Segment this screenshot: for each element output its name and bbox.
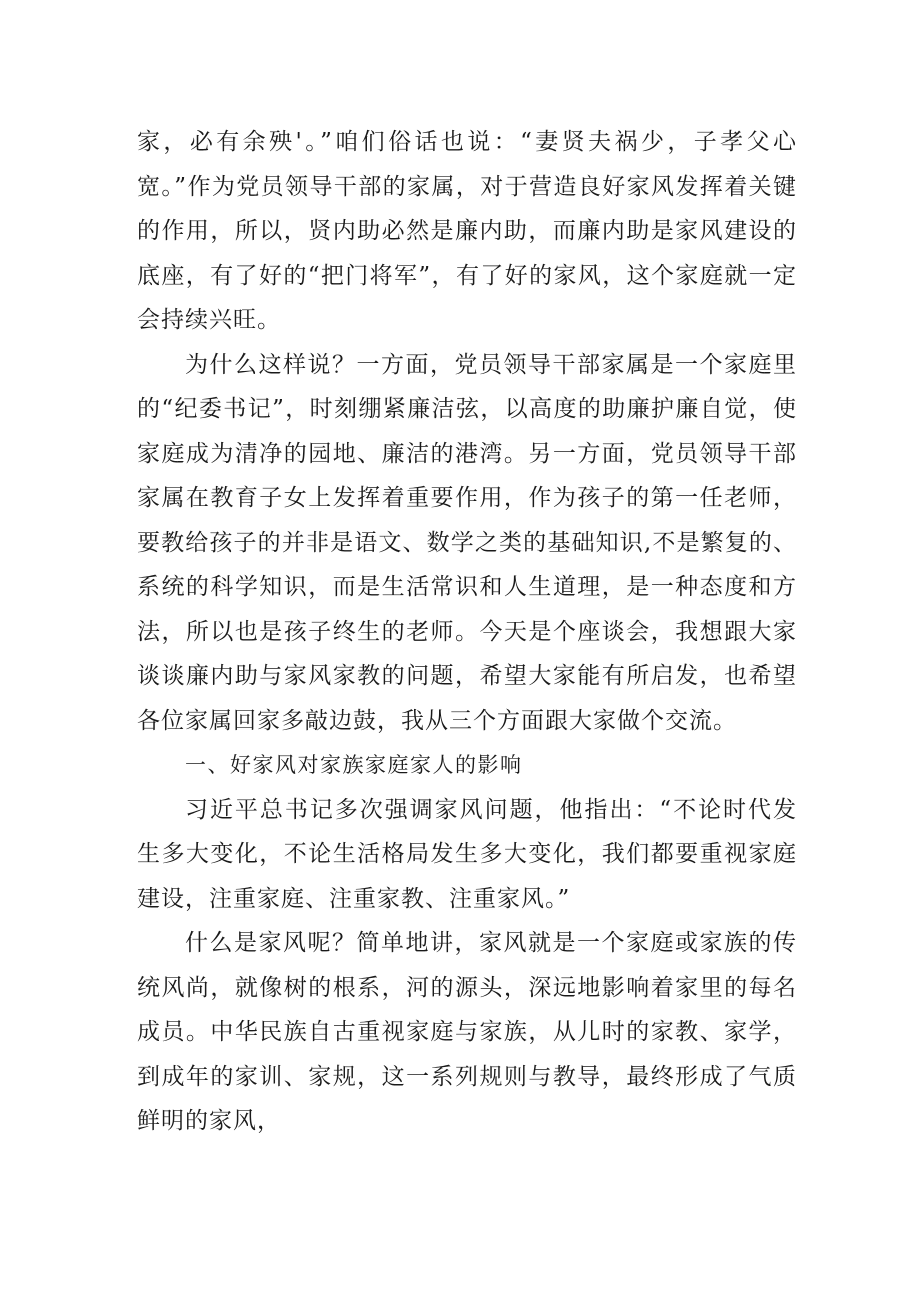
paragraph-4: 什么是家风呢？简单地讲，家风就是一个家庭或家族的传统风尚，就像树的根系，河的源头，深远地影响着家里的每名成员。中华民族自古重视家庭与家族，从儿时的家教、家学，到成年的家训、家规，这一系列规则与教导，最终形成了气质鲜明的家风，	[137, 930, 797, 1134]
paragraph-3: 习近平总书记多次强调家风问题，他指出：“不论时代发生多大变化，不论生活格局发生多大变化，我们都要重视家庭建设，注重家庭、注重家教、注重家风。”	[137, 796, 797, 912]
paragraph-2: 为什么这样说？一方面，党员领导干部家属是一个家庭里的“纪委书记”，时刻绷紧廉洁弦，以高度的助廉护廉自觉，使家庭成为清净的园地、廉洁的港湾。另一方面，党员领导干部家属在教育子女上发挥着重要作用，作为孩子的第一任老师，要教给孩子的并非是语文、数学之类的基础知识,不是繁复的、系统的科学知识，而是生活常识和人生道理，是一种态度和方法，所以也是孩子终生的老师。今天是个座谈会，我想跟大家谈谈廉内助与家风家教的问题，希望大家能有所启发，也希望各位家属回家多敲边鼓，我从三个方面跟大家做个交流。	[137, 351, 797, 734]
document-body	[137, 120, 797, 1144]
section-heading-1: 一、好家风对家族家庭家人的影响	[185, 753, 523, 777]
paragraph-1: 家，必有余殃'。”咱们俗话也说：“妻贤夫祸少，子孝父心宽。”作为党员领导干部的家属，对于营造良好家风发挥着关键的作用，所以，贤内助必然是廉内助，而廉内助是家风建设的底座，有了好的“把门将军”，有了好的家风，这个家庭就一定会持续兴旺。	[137, 129, 797, 333]
